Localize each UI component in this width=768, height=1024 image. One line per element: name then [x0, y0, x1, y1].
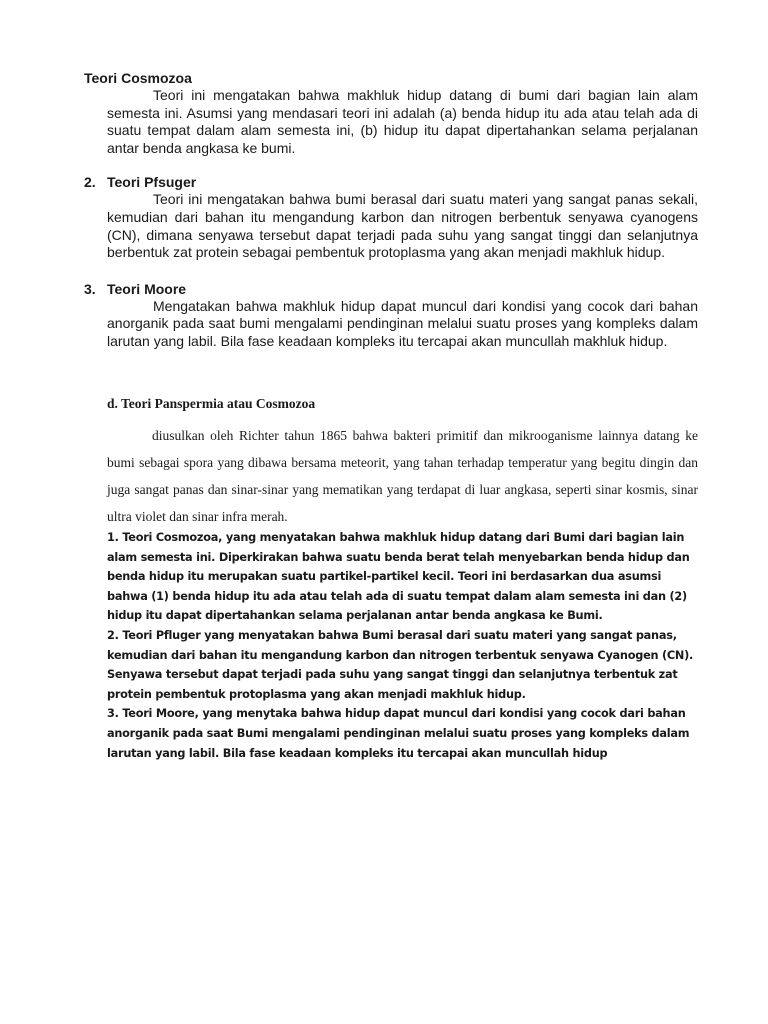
paragraph-teori-moore: Mengatakan bahwa makhluk hidup dapat muncul dari kondisi yang cocok dari bahan anorganik pada saat bumi mengalami pendinginan melalui suatu proses yang kompleks dalam larutan yang labil. Bila fase keadaan kompleks itu tercapai akan muncullah makhluk hidup. [107, 297, 698, 349]
list-item-text: , yang menytaka bahwa hidup dapat muncul dari kondisi yang cocok dari bahan anorganik pada saat Bumi mengalami pendinginan melalui suatu proses yang kompleks dalam larutan yang labil. Bila fase keadaan kompleks itu tercapai akan muncullah hidup [107, 707, 690, 760]
item-number: 2. [84, 174, 96, 191]
item-title: Teori Moore [107, 280, 187, 297]
paragraph-teori-panspermia: diusulkan oleh Richter tahun 1865 bahwa bakteri primitif dan mikrooganisme lainnya datang ke bumi sebagai spora yang dibawa bersama meteorit, yang tahan terhadap temperatur yang begitu dingin dan juga sangat panas dan sinar-sinar yang mematikan yang terdapat di luar angkasa, seperti sinar kosmis, sinar ultra violet dan sinar infra merah. [107, 428, 698, 524]
list-item-lead: 3. Teori Moore [107, 707, 195, 721]
list-item-moore [107, 704, 698, 763]
paragraph-teori-cosmozoa: Teori ini mengatakan bahwa makhluk hidup datang di bumi dari bagian lain alam semesta ini. Asumsi yang mendasari teori ini adalah (a) benda hidup itu ada atau telah ada di suatu tempat dalam alam semesta ini, (b) hidup itu dapat dipertahankan selama perjalanan antar benda angkasa ke bumi. [107, 87, 698, 156]
section-c [107, 528, 698, 763]
heading-teori-panspermia: d. Teori Panspermia atau Cosmozoa [107, 396, 316, 411]
list-item-cosmozoa [107, 528, 698, 626]
list-item-text: yang menyatakan bahwa Bumi berasal dari suatu materi yang sangat panas, kemudian dari bahan itu mengandung karbon dan nitrogen terbentuk senyawa Cyanogen (CN). Senyawa tersebut dapat terjadi pada suhu yang sangat tinggi dan selanjutnya terbentuk zat protein pembentuk protoplasma yang akan menjadi makhluk hidup. [107, 628, 694, 701]
paragraph-teori-pfsuger: Teori ini mengatakan bahwa bumi berasal dari suatu materi yang sangat panas sekali, kemudian dari bahan itu mengandung karbon dan nitrogen berbentuk senyawa cyanogens (CN), dimana senyawa tersebut dapat terjadi pada suhu yang sangat tinggi dan selanjutnya berbentuk zat protein sebagai pembentuk protoplasma yang akan menjadi makhluk hidup. [107, 191, 698, 261]
item-title: Teori Pfsuger [107, 174, 197, 191]
item-number: 3. [84, 280, 96, 297]
heading-teori-cosmozoa: Teori Cosmozoa [84, 70, 192, 86]
list-item-pfluger [107, 626, 698, 704]
heading-teori-moore [84, 281, 698, 298]
section-b [107, 394, 698, 530]
list-item-lead: 2. Teori Pfluger [107, 628, 201, 642]
heading-teori-pfsuger [84, 174, 698, 191]
list-item-text: , yang menyatakan bahwa makhluk hidup datang dari Bumi dari bagian lain alam semesta ini. Diperkirakan bahwa suatu benda berat telah menyebarkan benda hidup dan benda hidup itu merupakan suatu partikel-partikel kecil. Teori ini berdasarkan dua asumsi bahwa (1) benda hidup itu ada atau telah ada di suatu tempat dalam alam semesta ini dan (2) hidup itu dapat dipertahankan selama perjalanan antar benda angkasa ke Bumi. [107, 531, 690, 623]
section-a [84, 70, 698, 351]
list-item-lead: 1. Teori Cosmozoa [107, 531, 219, 544]
